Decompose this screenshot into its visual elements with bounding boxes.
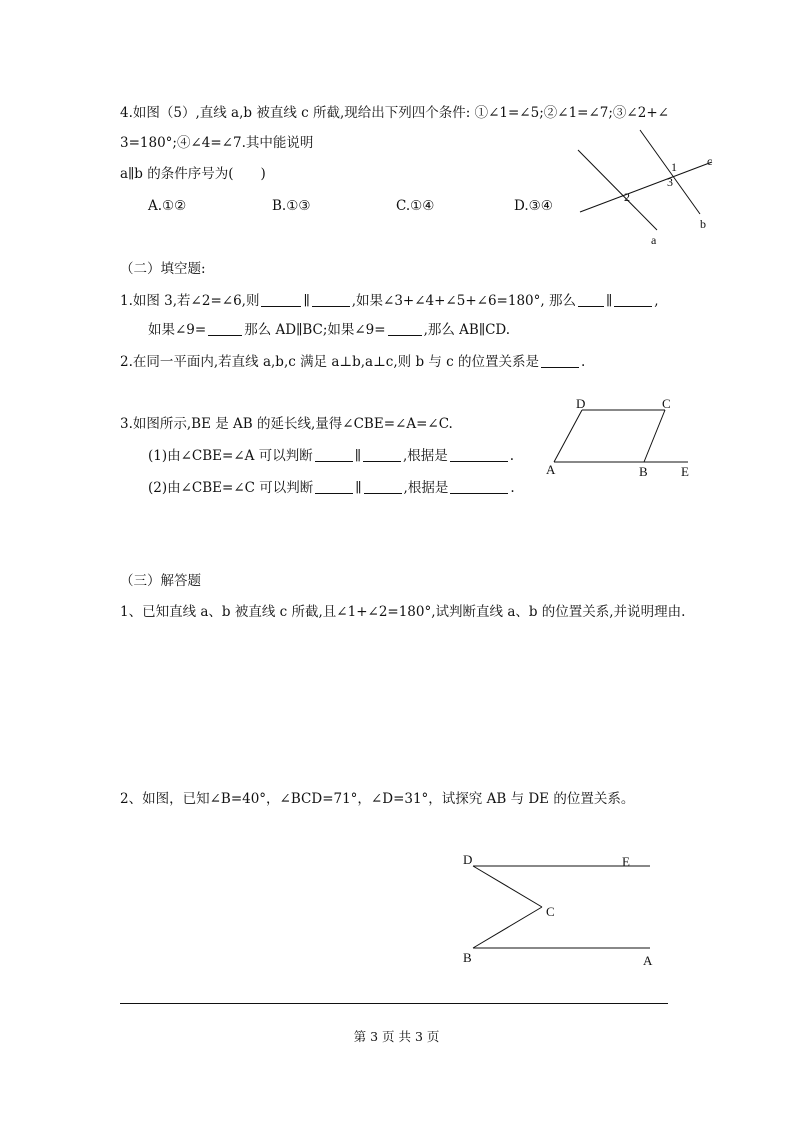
segment-cb xyxy=(473,907,542,948)
fig-bottom-label-a: A xyxy=(643,953,653,968)
fill1-text-b: ∥ xyxy=(303,293,310,309)
fig5-label-1: 1 xyxy=(671,160,677,174)
figure-zigzag xyxy=(473,866,650,948)
fill3-p1-text: (1)由∠CBE=∠A 可以判断 xyxy=(148,448,313,464)
fill3-title: 3.如图所示,BE 是 AB 的延长线,量得∠CBE=∠A=∠C. xyxy=(120,416,453,432)
section3-title: （三）解答题 xyxy=(120,573,201,589)
figure-5 xyxy=(578,130,712,230)
page-footer: 第 3 页 共 3 页 xyxy=(353,1029,440,1044)
fill3-p1-period: . xyxy=(509,448,515,464)
fig-bottom-label-d: D xyxy=(463,852,473,867)
q4-line2: 3=180°;④∠4=∠7.其中能说明 xyxy=(120,135,314,151)
fill1-text-h: ,那么 AB∥CD. xyxy=(423,322,511,338)
fig3-label-c: C xyxy=(662,396,671,411)
section2-title: （二）填空题: xyxy=(120,261,206,277)
fill3-p1-reason-label: ,根据是 xyxy=(402,448,448,464)
line-c xyxy=(580,162,712,212)
solve1-text: 1、已知直线 a、b 被直线 c 所截,且∠1+∠2=180°,试判断直线 a、b 的位置关系,并说明理由. xyxy=(120,604,686,620)
fig-bottom-label-e: E xyxy=(622,854,630,869)
fig-bottom-label-b: B xyxy=(463,950,472,965)
fig3-label-b: B xyxy=(639,464,648,479)
q4-option-c[interactable]: C.①④ xyxy=(396,198,435,214)
fig5-label-a: a xyxy=(651,233,657,247)
q4-option-a[interactable]: A.①② xyxy=(148,198,187,214)
fig5-label-c: c xyxy=(707,154,713,168)
fig3-label-d: D xyxy=(576,396,586,411)
fill3-p1-parallel: ∥ xyxy=(354,448,361,464)
line-a xyxy=(578,150,657,230)
fill3-p2-period: . xyxy=(510,480,515,496)
footer-divider xyxy=(120,1003,668,1004)
segment-dc xyxy=(473,866,542,907)
fig5-label-3: 3 xyxy=(667,175,673,189)
fill1-text-g: 那么 AD∥BC;如果∠9= xyxy=(244,322,386,338)
fill1-text-a: 1.如图 3,若∠2=∠6,则 xyxy=(120,293,260,309)
figure-parallelogram xyxy=(554,410,688,462)
fill1-text-c: ,如果∠3+∠4+∠5+∠6=180°, 那么 xyxy=(351,293,576,309)
q4-option-d[interactable]: D.③④ xyxy=(514,198,553,214)
line-b xyxy=(640,130,700,214)
fill2-text-b: . xyxy=(581,354,586,370)
fill2-text-a: 2.在同一平面内,若直线 a,b,c 满足 a⊥b,a⊥c,则 b 与 c 的位置关系是 xyxy=(120,354,540,370)
fill1-text-e: , xyxy=(654,293,659,309)
segment-da xyxy=(554,410,582,462)
fig-bottom-label-c: C xyxy=(546,904,555,919)
fill3-p2-reason-label: ,根据是 xyxy=(403,480,449,496)
fill3-p2-text: (2)由∠CBE=∠C 可以判断 xyxy=(148,480,314,496)
q4-line1: 4.如图（5）,直线 a,b 被直线 c 所截,现给出下列四个条件: ①∠1=∠5;②∠1=∠7;③∠2+∠ xyxy=(120,105,669,121)
q4-option-b[interactable]: B.①③ xyxy=(272,198,311,214)
fig5-label-2: 2 xyxy=(624,190,630,204)
fill1-text-d: ∥ xyxy=(605,293,613,309)
q4-line3: a∥b 的条件序号为( ) xyxy=(120,166,266,182)
segment-cb xyxy=(644,410,665,462)
solve2-text: 2、如图，已知∠B=40°，∠BCD=71°，∠D=31°，试探究 AB 与 DE 的位置关系。 xyxy=(120,791,635,807)
fill3-p2-parallel: ∥ xyxy=(355,480,362,496)
fig5-label-b: b xyxy=(700,217,706,231)
fill1-text-f: 如果∠9= xyxy=(148,322,207,338)
fig3-label-a: A xyxy=(546,462,556,477)
fig3-label-e: E xyxy=(681,464,689,479)
